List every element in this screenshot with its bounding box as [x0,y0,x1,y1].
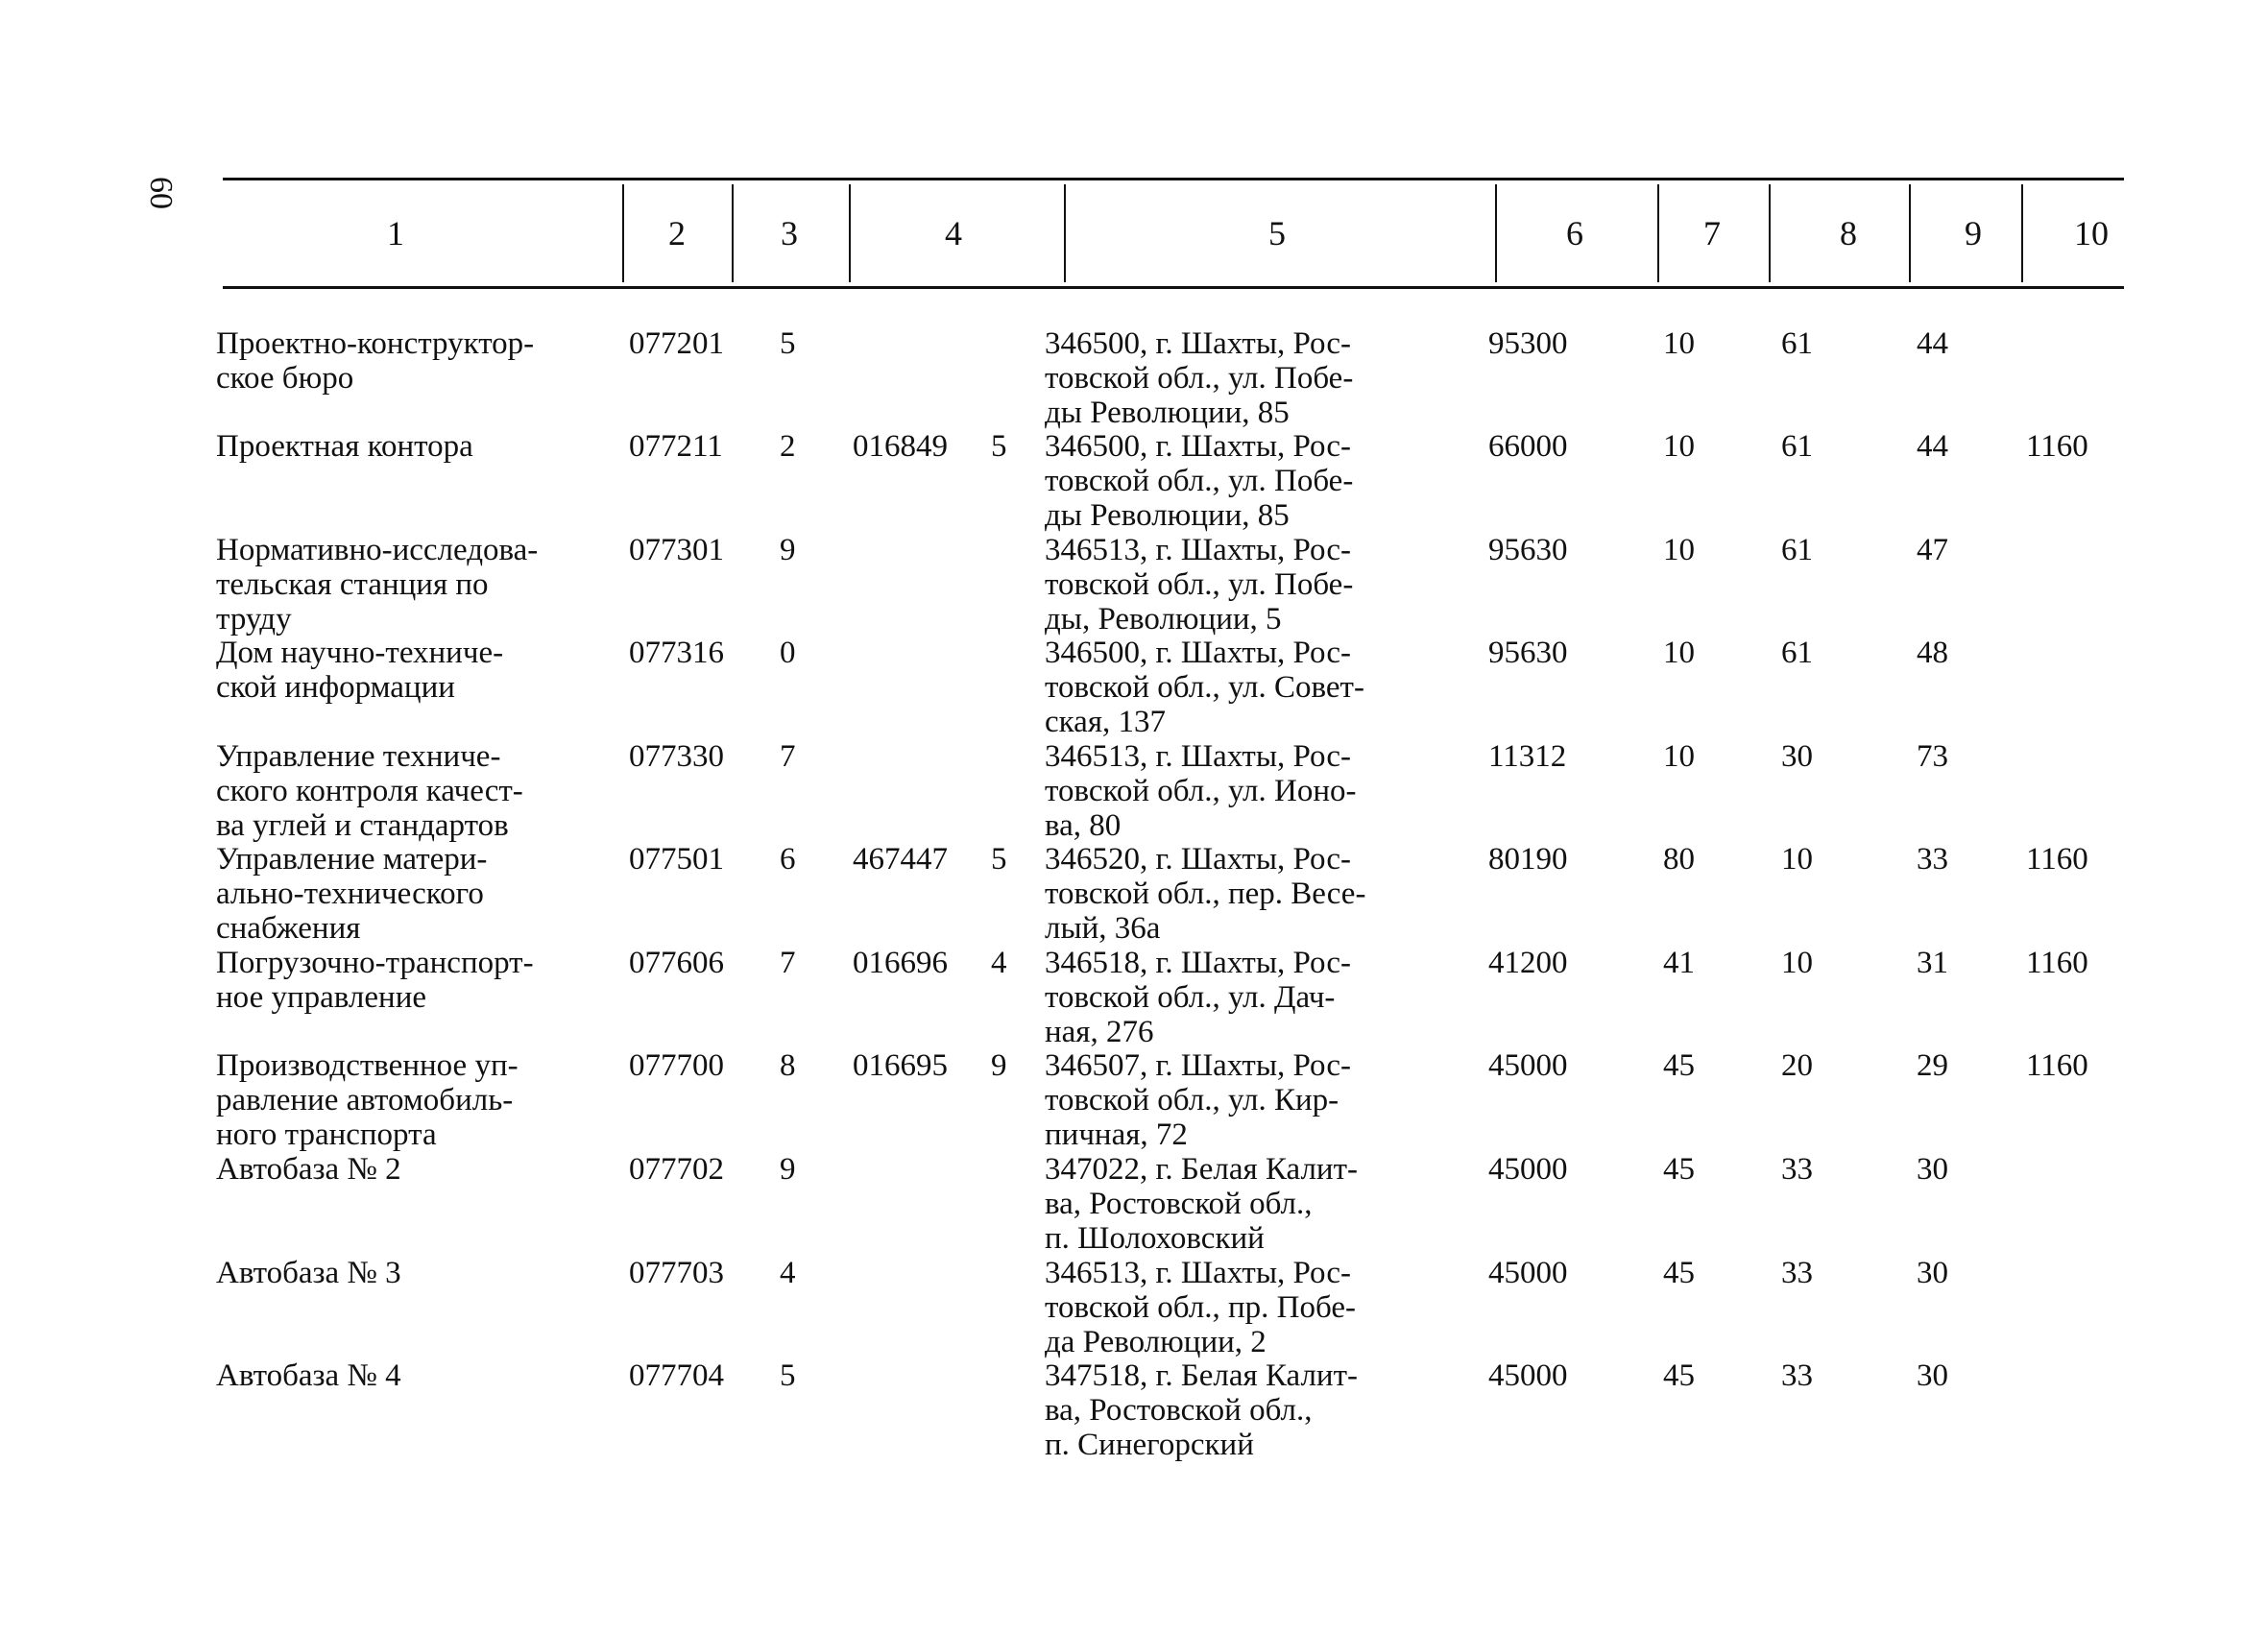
col6-value: 95630 [1488,636,1568,670]
col9-value: 30 [1917,1358,1948,1393]
col8-value: 33 [1781,1358,1813,1393]
parent-code: 467447 [853,842,948,877]
col8-value: 30 [1781,739,1813,774]
check-digit: 6 [780,842,796,877]
address: 346507, г. Шахты, Рос- товской обл., ул. Кир- пичная, 72 [1045,1048,1352,1152]
col7-value: 10 [1663,533,1695,567]
col8-value: 61 [1781,326,1813,361]
address: 346520, г. Шахты, Рос- товской обл., пер. Весе- лый, 36а [1045,842,1366,946]
org-name: Управление техниче- ского контроля качест- ва углей и стандартов [216,739,523,843]
org-code: 077301 [629,533,724,567]
address: 346500, г. Шахты, Рос- товской обл., ул. Побе- ды Революции, 85 [1045,429,1354,533]
address: 346518, г. Шахты, Рос- товской обл., ул. Дач- ная, 276 [1045,946,1352,1049]
col6-value: 11312 [1488,739,1567,774]
org-name: Нормативно-исследова- тельская станция по труду [216,533,539,637]
col6-value: 45000 [1488,1256,1568,1290]
org-code: 077501 [629,842,724,877]
col9-value: 44 [1917,429,1948,464]
check-digit: 7 [780,739,796,774]
check-digit: 8 [780,1048,796,1083]
org-code: 077703 [629,1256,724,1290]
header-cell-9: 9 [1965,214,1982,252]
col9-value: 30 [1917,1256,1948,1290]
check-digit: 4 [780,1256,796,1290]
col6-value: 45000 [1488,1048,1568,1083]
address: 346513, г. Шахты, Рос- товской обл., ул. Ионо- ва, 80 [1045,739,1357,843]
table-row [0,1152,2268,1256]
table-row [0,326,2268,430]
col9-value: 29 [1917,1048,1948,1083]
col6-value: 80190 [1488,842,1568,877]
parent-code: 016696 [853,946,948,980]
col7-value: 10 [1663,326,1695,361]
col8-value: 33 [1781,1256,1813,1290]
header-cell-10: 10 [2074,214,2109,252]
col8-value: 61 [1781,429,1813,464]
check-digit: 5 [780,326,796,361]
col7-value: 45 [1663,1256,1695,1290]
address: 346513, г. Шахты, Рос- товской обл., ул. Побе- ды, Революции, 5 [1045,533,1354,637]
org-name: Дом научно-техниче- ской информации [216,636,504,705]
org-name: Управление матери- ально-технического снабжения [216,842,488,946]
col9-value: 31 [1917,946,1948,980]
org-name: Автобаза № 4 [216,1358,401,1393]
parent-check-digit: 9 [991,1048,1007,1083]
col7-value: 80 [1663,842,1695,877]
org-code: 077606 [629,946,724,980]
col6-value: 45000 [1488,1358,1568,1393]
org-name: Автобаза № 2 [216,1152,401,1187]
parent-check-digit: 4 [991,946,1007,980]
check-digit: 7 [780,946,796,980]
col9-value: 30 [1917,1152,1948,1187]
col6-value: 45000 [1488,1152,1568,1187]
col9-value: 48 [1917,636,1948,670]
org-code: 077330 [629,739,724,774]
col7-value: 10 [1663,739,1695,774]
header-cell-8: 8 [1840,214,1857,252]
org-name: Производственное уп- равление автомобиль- ного транспорта [216,1048,519,1152]
org-code: 077211 [629,429,723,464]
address: 346500, г. Шахты, Рос- товской обл., ул. Побе- ды Революции, 85 [1045,326,1354,430]
table-row [0,429,2268,533]
col7-value: 10 [1663,636,1695,670]
col9-value: 73 [1917,739,1948,774]
col6-value: 95630 [1488,533,1568,567]
org-code: 077704 [629,1358,724,1393]
org-code: 077201 [629,326,724,361]
parent-check-digit: 5 [991,842,1007,877]
col8-value: 61 [1781,533,1813,567]
header-cell-5: 5 [1268,214,1286,252]
col7-value: 45 [1663,1048,1695,1083]
header-cell-3: 3 [781,214,798,252]
col7-value: 41 [1663,946,1695,980]
org-code: 077702 [629,1152,724,1187]
col7-value: 10 [1663,429,1695,464]
table-row [0,533,2268,637]
header-cell-7: 7 [1703,214,1721,252]
table-row [0,1358,2268,1462]
parent-check-digit: 5 [991,429,1007,464]
org-name: Погрузочно-транспорт- ное управление [216,946,534,1015]
col8-value: 20 [1781,1048,1813,1083]
header-cell-1: 1 [387,214,404,252]
col8-value: 61 [1781,636,1813,670]
page-number: 60 [143,177,179,209]
header-cell-4: 4 [945,214,962,252]
col10-value: 1160 [2026,946,2088,980]
col6-value: 66000 [1488,429,1568,464]
col10-value: 1160 [2026,1048,2088,1083]
address: 347022, г. Белая Калит- ва, Ростовской обл., п. Шолоховский [1045,1152,1359,1256]
check-digit: 9 [780,1152,796,1187]
table-row [0,1256,2268,1359]
check-digit: 2 [780,429,796,464]
col7-value: 45 [1663,1358,1695,1393]
col9-value: 47 [1917,533,1948,567]
header-cell-2: 2 [668,214,686,252]
parent-code: 016695 [853,1048,948,1083]
table-row [0,1048,2268,1152]
table-row [0,739,2268,843]
address: 347518, г. Белая Калит- ва, Ростовской обл., п. Синегорский [1045,1358,1359,1462]
check-digit: 0 [780,636,796,670]
col6-value: 95300 [1488,326,1568,361]
col7-value: 45 [1663,1152,1695,1187]
col10-value: 1160 [2026,842,2088,877]
check-digit: 5 [780,1358,796,1393]
col10-value: 1160 [2026,429,2088,464]
check-digit: 9 [780,533,796,567]
col8-value: 10 [1781,842,1813,877]
address: 346513, г. Шахты, Рос- товской обл., пр. Побе- да Революции, 2 [1045,1256,1356,1359]
col6-value: 41200 [1488,946,1568,980]
col8-value: 10 [1781,946,1813,980]
org-name: Проектно-конструктор- ское бюро [216,326,535,396]
org-name: Проектная контора [216,429,473,464]
col8-value: 33 [1781,1152,1813,1187]
header-cell-6: 6 [1566,214,1583,252]
org-code: 077316 [629,636,724,670]
col9-value: 33 [1917,842,1948,877]
table-row [0,842,2268,946]
address: 346500, г. Шахты, Рос- товской обл., ул. Совет- ская, 137 [1045,636,1364,739]
org-name: Автобаза № 3 [216,1256,401,1290]
col9-value: 44 [1917,326,1948,361]
org-code: 077700 [629,1048,724,1083]
parent-code: 016849 [853,429,948,464]
table-row [0,636,2268,739]
table-row [0,946,2268,1049]
